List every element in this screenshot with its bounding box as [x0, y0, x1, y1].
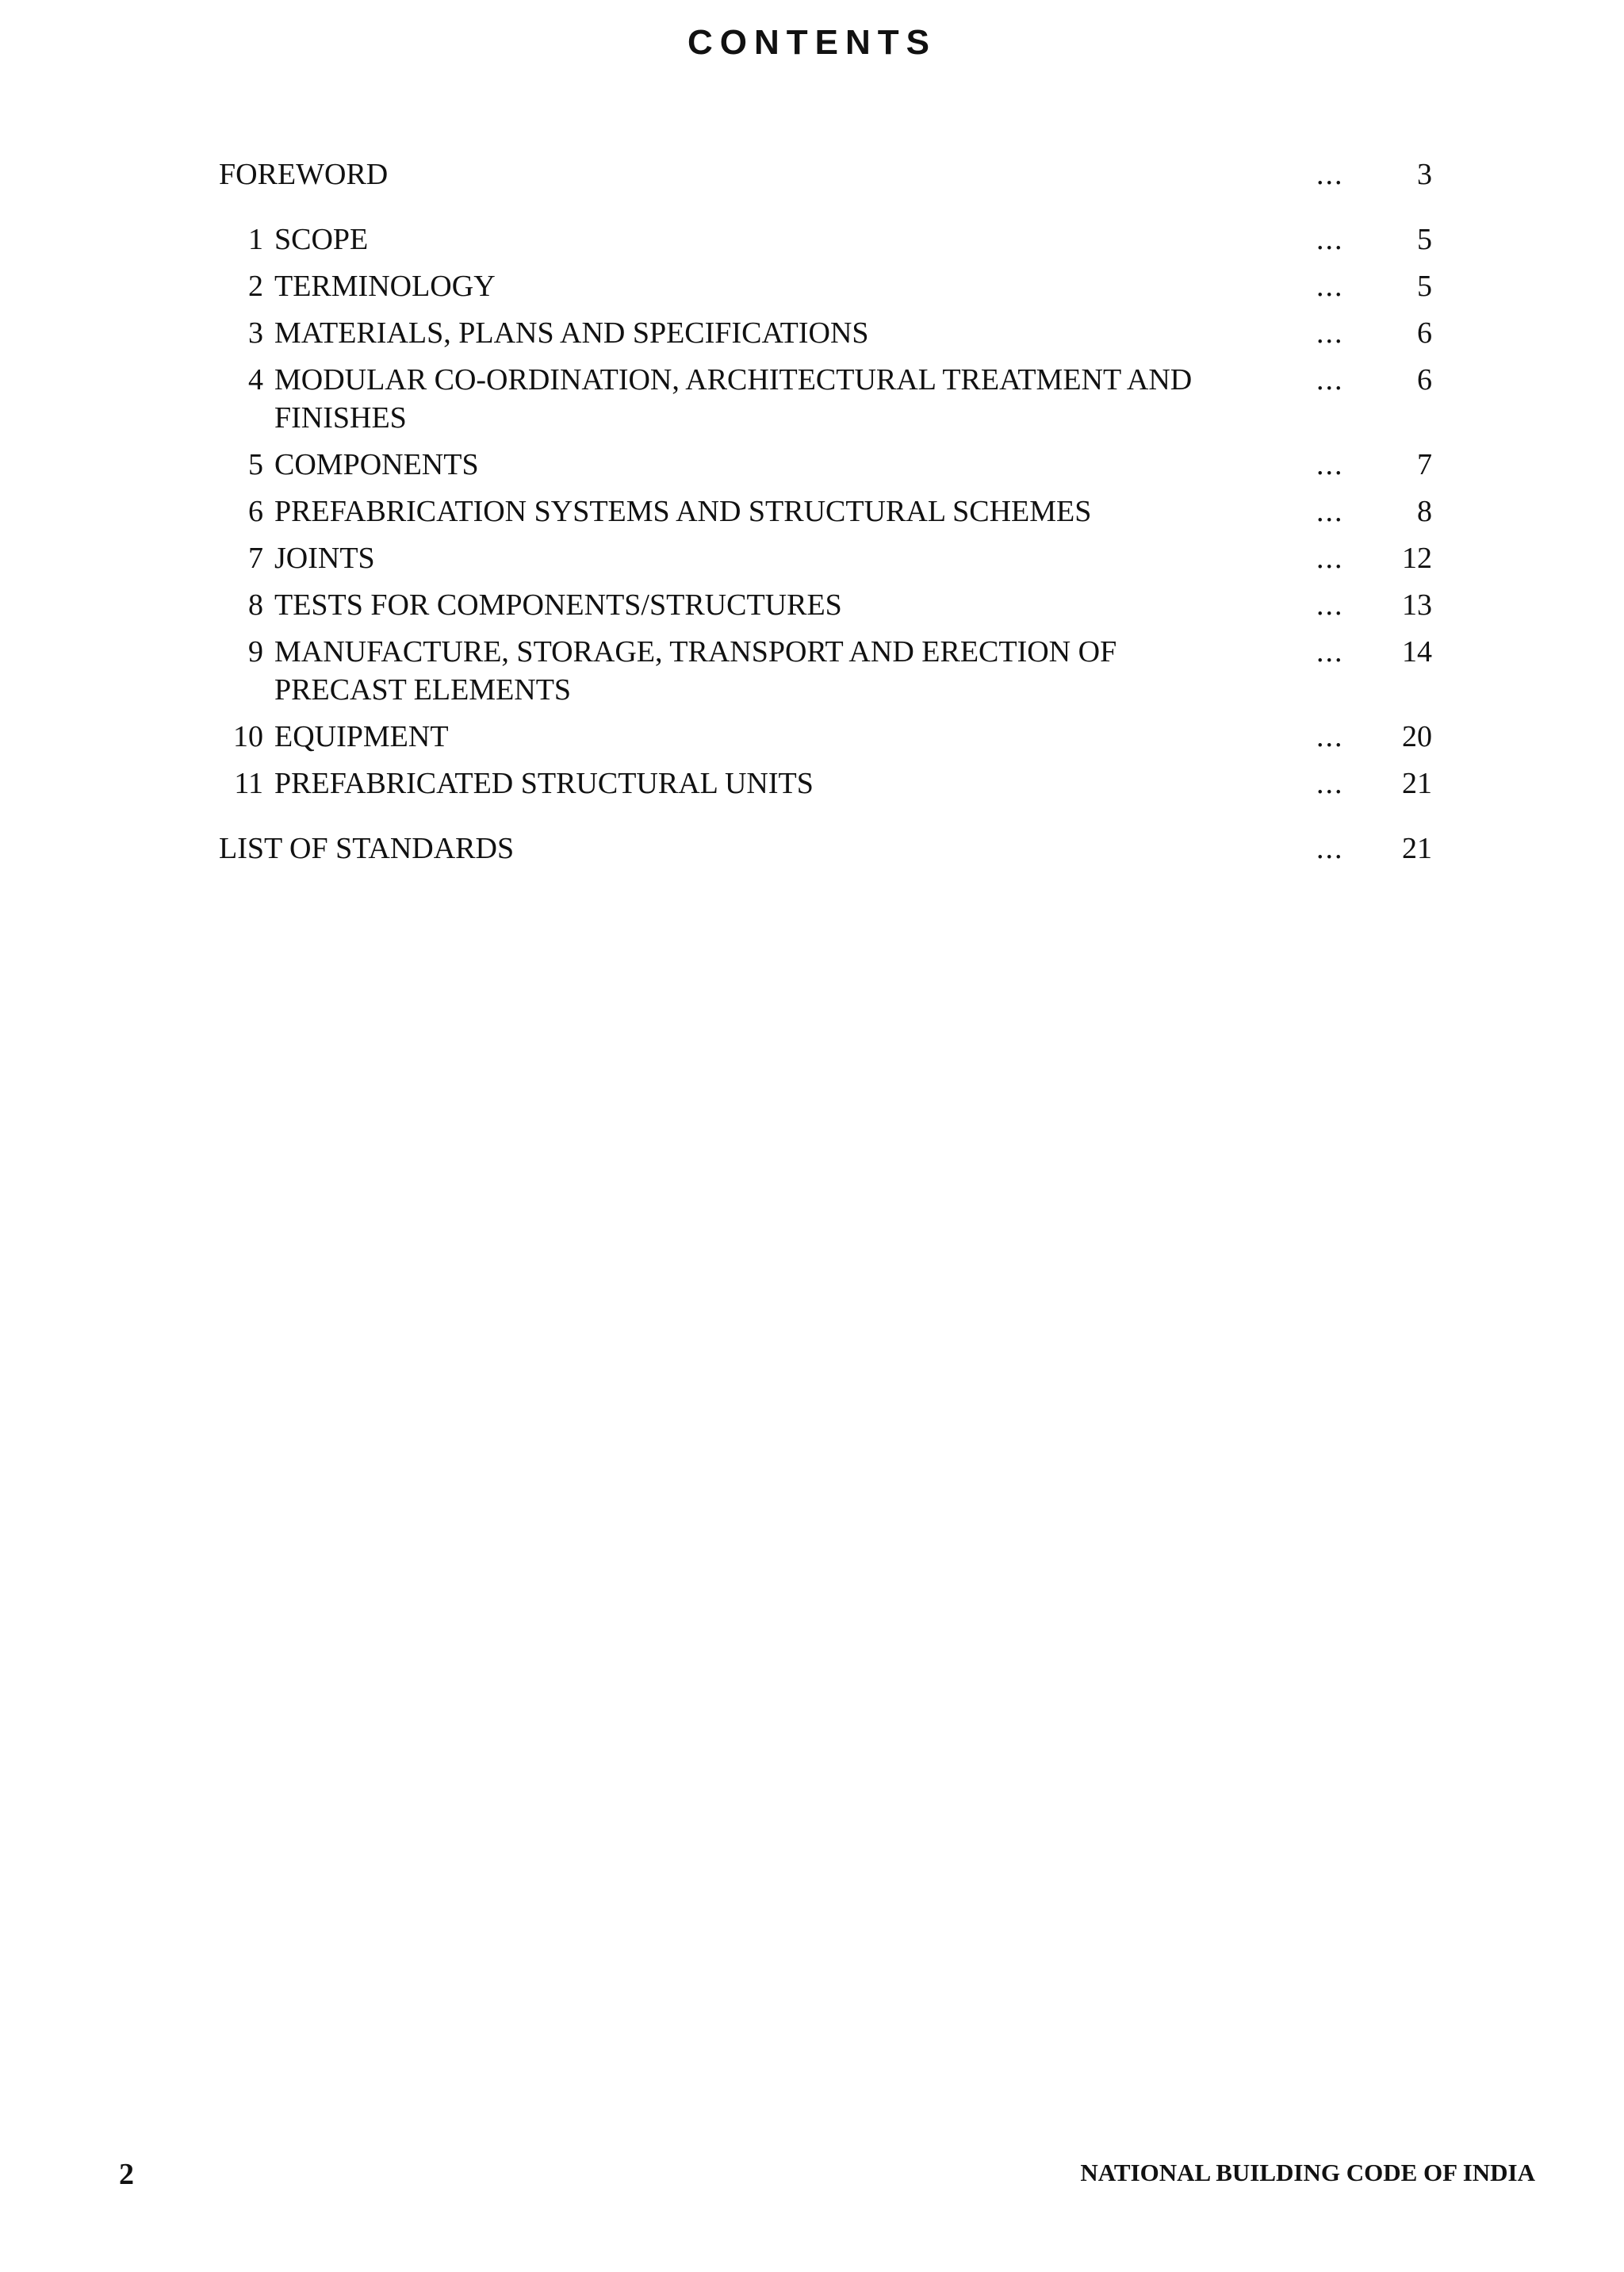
toc-entry-title: PREFABRICATED STRUCTURAL UNITS [274, 767, 814, 800]
toc-page-number: 21 [1402, 832, 1432, 865]
toc-section-number: 3 [248, 316, 263, 350]
page-title: CONTENTS [688, 23, 936, 62]
toc-page-number: 7 [1417, 448, 1432, 481]
toc-section-number: 4 [248, 363, 263, 397]
toc-section-number: 2 [248, 270, 263, 303]
toc-section-number: 6 [248, 495, 263, 528]
footer-book-title: NATIONAL BUILDING CODE OF INDIA [1080, 2159, 1535, 2186]
toc-entry-title: JOINTS [274, 542, 375, 575]
toc-section-number: 11 [234, 767, 263, 800]
toc-leader-dots: ... [1316, 832, 1344, 865]
toc-page-number: 6 [1417, 363, 1432, 397]
toc-leader-dots: ... [1316, 448, 1344, 481]
toc-entry-title: LIST OF STANDARDS [219, 832, 515, 865]
toc-entry-section-9[interactable] [219, 633, 1432, 709]
toc-section-number: 10 [233, 720, 263, 753]
toc-page-number: 6 [1417, 316, 1432, 350]
toc-entry-section-10[interactable] [219, 718, 1432, 756]
toc-leader-dots: ... [1316, 270, 1344, 303]
toc-page-number: 5 [1417, 223, 1432, 256]
toc-section-number: 7 [248, 542, 263, 575]
toc-entry-section-8[interactable] [219, 586, 1432, 624]
toc-page-number: 3 [1417, 158, 1432, 191]
toc-section-number: 9 [248, 635, 263, 669]
toc-page-number: 21 [1402, 767, 1432, 800]
toc-section-number: 1 [248, 223, 263, 256]
toc-entry-title: MATERIALS, PLANS AND SPECIFICATIONS [274, 316, 869, 350]
toc-page-number: 12 [1402, 542, 1432, 575]
toc-leader-dots: ... [1316, 495, 1344, 528]
toc-entry-section-1[interactable] [219, 220, 1432, 259]
toc-entry-title: FOREWORD [219, 158, 389, 191]
toc-page-number: 13 [1402, 588, 1432, 622]
toc-page-number: 8 [1417, 495, 1432, 528]
toc-entry-section-7[interactable] [219, 539, 1432, 577]
toc-section-number: 5 [248, 448, 263, 481]
toc-entry-section-5[interactable] [219, 446, 1432, 484]
toc-entry-title: MANUFACTURE, STORAGE, TRANSPORT AND ERECTION OF PRECAST ELEMENTS [274, 635, 1117, 707]
toc-leader-dots: ... [1316, 767, 1344, 800]
toc-entry-title: TERMINOLOGY [274, 270, 496, 303]
toc-entry-list-of-standards[interactable] [219, 829, 1432, 868]
toc-entry-title: SCOPE [274, 223, 369, 256]
toc-leader-dots: ... [1316, 635, 1344, 669]
toc-leader-dots: ... [1316, 720, 1344, 753]
toc-leader-dots: ... [1316, 363, 1344, 397]
toc-entry-section-2[interactable] [219, 267, 1432, 305]
table-of-contents [219, 155, 1432, 868]
footer-page-number: 2 [119, 2158, 134, 2191]
toc-leader-dots: ... [1316, 158, 1344, 191]
toc-entry-title: EQUIPMENT [274, 720, 449, 753]
toc-entry-title: PREFABRICATION SYSTEMS AND STRUCTURAL SCHEMES [274, 495, 1092, 528]
toc-leader-dots: ... [1316, 542, 1344, 575]
toc-entry-section-3[interactable] [219, 314, 1432, 352]
toc-entry-section-4[interactable] [219, 361, 1432, 437]
toc-entry-title: TESTS FOR COMPONENTS/STRUCTURES [274, 588, 842, 622]
toc-entry-title: MODULAR CO-ORDINATION, ARCHITECTURAL TREATMENT AND FINISHES [274, 363, 1193, 435]
toc-entry-section-6[interactable] [219, 492, 1432, 531]
toc-page-number: 20 [1402, 720, 1432, 753]
toc-entry-foreword[interactable] [219, 155, 1432, 193]
toc-section-number: 8 [248, 588, 263, 622]
toc-page-number: 5 [1417, 270, 1432, 303]
toc-page-number: 14 [1402, 635, 1432, 669]
toc-leader-dots: ... [1316, 316, 1344, 350]
toc-leader-dots: ... [1316, 588, 1344, 622]
toc-leader-dots: ... [1316, 223, 1344, 256]
toc-entry-section-11[interactable] [219, 764, 1432, 803]
toc-entry-title: COMPONENTS [274, 448, 479, 481]
